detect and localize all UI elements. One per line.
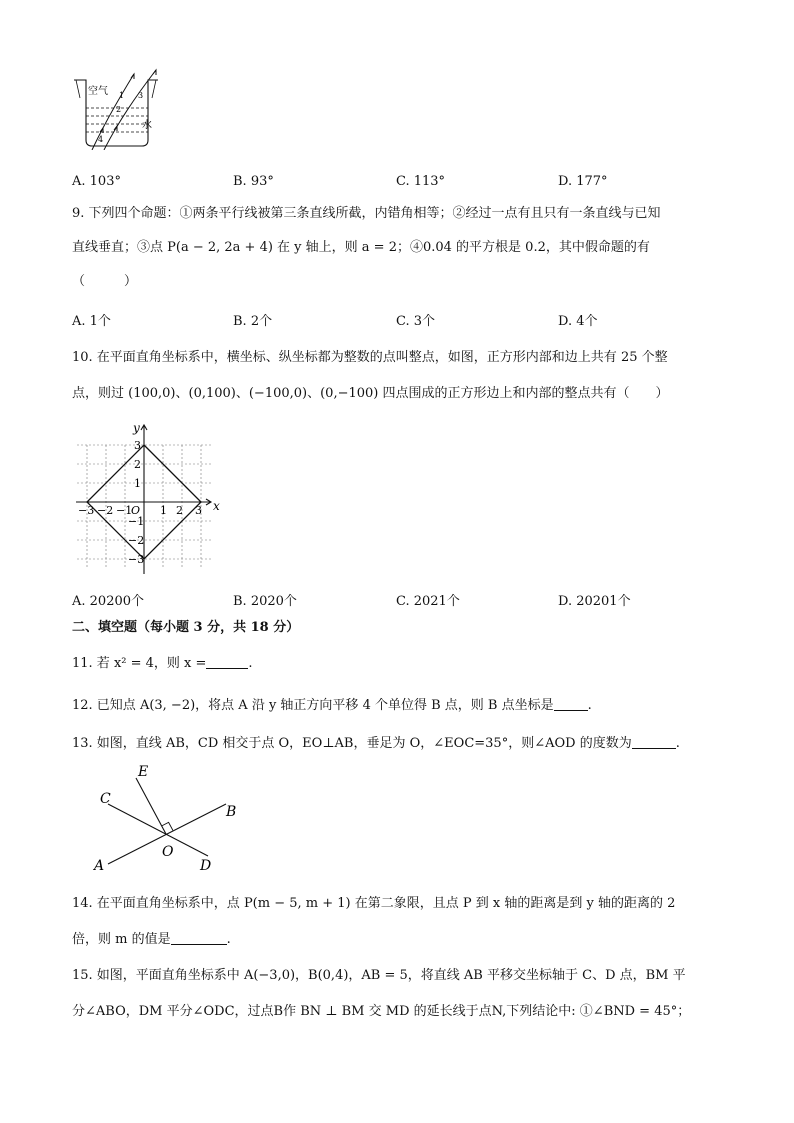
q13-text: 13. 如图，直线 AB，CD 相交于点 O，EO⊥AB，垂足为 O，∠EOC=35°，则∠AOD 的度数为 (72, 736, 632, 751)
q10-line-1: 10. 在平面直角坐标系中，横坐标、纵坐标都为整数的点叫整点，如图，正方形内部和边上共有 25 个整 (72, 350, 668, 365)
q13-intersecting-lines-figure (88, 760, 248, 876)
q13 (72, 734, 680, 754)
x-tick-neg1: −1 (116, 504, 133, 517)
y-tick-neg1: −1 (128, 515, 145, 528)
q10-coordinate-grid-figure (70, 418, 230, 578)
q14-line-1: 14. 在平面直角坐标系中，点 P(m − 5, m + 1) 在第二象限，且点 P 到 x 轴的距离是到 y 轴的距离的 2 (72, 896, 676, 911)
y-tick-2: 2 (134, 458, 141, 471)
x-tick-1: 1 (160, 504, 167, 517)
angle-label-4: 4 (98, 135, 104, 144)
water-label: 水 (142, 120, 152, 131)
x-tick-neg3: −3 (78, 504, 95, 517)
origin-label: O (131, 504, 141, 517)
q10-option-d[interactable]: D. 20201个 (558, 594, 631, 609)
air-label: 空气 (88, 86, 108, 97)
q12 (72, 696, 592, 716)
q10-option-c[interactable]: C. 2021个 (396, 594, 460, 609)
label-e: E (138, 764, 149, 780)
y-tick-1: 1 (134, 477, 141, 490)
q9-line-3: （ ） (72, 274, 138, 289)
q8-option-d[interactable]: D. 177° (558, 174, 608, 189)
q9-option-c[interactable]: C. 3个 (396, 314, 436, 329)
x-axis-label: x (213, 499, 220, 513)
angle-label-1: 1 (119, 91, 125, 100)
label-c: C (100, 791, 111, 807)
q11-answer-blank[interactable] (206, 654, 248, 669)
angle-label-2: 2 (116, 105, 122, 114)
y-tick-3: 3 (134, 439, 141, 452)
y-tick-neg2: −2 (128, 534, 145, 547)
q13-period: . (675, 736, 680, 751)
y-axis-label: y (133, 421, 140, 435)
q8-option-b[interactable]: B. 93° (233, 174, 274, 189)
q15-line-2: 分∠ABO，DM 平分∠ODC，过点B作 BN ⊥ BM 交 MD 的延长线于点N,下列结论中: ①∠BND = 45°； (72, 1004, 691, 1019)
x-tick-3: 3 (195, 504, 202, 517)
label-d: D (200, 858, 212, 874)
q9-option-b[interactable]: B. 2个 (233, 314, 273, 329)
q14-text: 倍，则 m 的值是 (72, 932, 171, 947)
q9-option-d[interactable]: D. 4个 (558, 314, 598, 329)
angle-label-3: 3 (138, 91, 144, 100)
x-tick-neg2: −2 (97, 504, 114, 517)
q14-period: . (226, 932, 231, 947)
section-2-heading: 二、填空题（每小题 3 分，共 18 分） (72, 620, 300, 635)
x-tick-2: 2 (176, 504, 183, 517)
q12-text: 12. 已知点 A(3, −2)，将点 A 沿 y 轴正方向平移 4 个单位得 B 点，则 B 点坐标是 (72, 698, 554, 713)
q11-period: . (248, 656, 253, 671)
q8-option-a[interactable]: A. 103° (72, 174, 121, 189)
q9-option-a[interactable]: A. 1个 (72, 314, 111, 329)
y-tick-neg3: −3 (128, 553, 145, 566)
q11 (72, 654, 253, 674)
q12-answer-blank[interactable] (554, 696, 588, 711)
label-b: B (226, 804, 237, 820)
q9-line-2: 直线垂直；③点 P(a − 2, 2a + 4) 在 y 轴上，则 a = 2；④0.04 的平方根是 0.2，其中假命题的有 (72, 240, 650, 255)
q10-line-2: 点，则过 (100,0)、(0,100)、(−100,0)、(0,−100) 四点围成的正方形边上和内部的整点共有（ ） (72, 386, 669, 401)
q12-period: . (587, 698, 592, 713)
refraction-beaker-figure (70, 68, 170, 150)
q10-option-a[interactable]: A. 20200个 (72, 594, 145, 609)
q9-line-1: 9. 下列四个命题：①两条平行线被第三条直线所截，内错角相等；②经过一点有且只有一条直线与已知 (72, 206, 661, 221)
q11-text: 11. 若 x² = 4，则 x = (72, 656, 207, 671)
q14-answer-blank[interactable] (171, 930, 227, 945)
q15-line-1: 15. 如图，平面直角坐标系中 A(−3,0)，B(0,4)，AB = 5，将直线 AB 平移交坐标轴于 C、D 点，BM 平 (72, 968, 686, 983)
q14-line-2 (72, 930, 231, 950)
q13-answer-blank[interactable] (632, 734, 676, 749)
label-a: A (94, 858, 105, 874)
q8-option-c[interactable]: C. 113° (396, 174, 446, 189)
q10-option-b[interactable]: B. 2020个 (233, 594, 297, 609)
label-o: O (162, 844, 174, 860)
